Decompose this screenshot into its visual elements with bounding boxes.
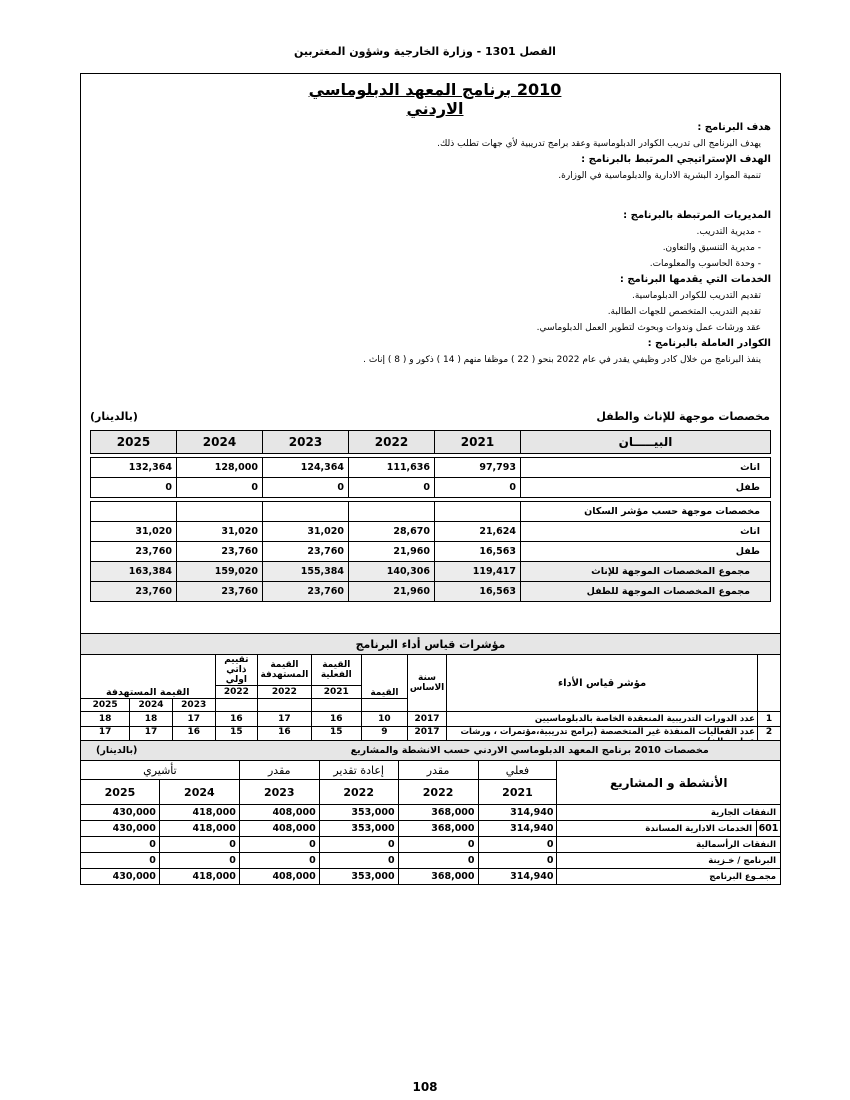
year-label: 2023 [239, 780, 319, 805]
table-cell: 31,020 [91, 522, 177, 542]
table-cell: 163,384 [91, 562, 177, 582]
table-row [91, 478, 771, 498]
indicator-label: عدد الدورات التدريبية المنعقدة الخاصة بالدبلوماسيين [447, 712, 758, 727]
total-row [91, 582, 771, 602]
table-cell: 368,000 [398, 821, 478, 837]
table-cell: 23,760 [263, 582, 349, 602]
table-cell: 368,000 [398, 805, 478, 821]
table-cell: 430,000 [81, 805, 160, 821]
row-label: اناث [521, 522, 771, 542]
page-header: الفصل 1301 - وزارة الخارجية وشؤون المغتربين [294, 45, 556, 58]
alloc-row [81, 821, 781, 837]
row-label: مجموع المخصصات الموجهة للإناث [521, 562, 771, 582]
column-header: 2023 [263, 431, 349, 454]
table-cell: 9 [361, 727, 407, 754]
table-cell: 17 [81, 727, 130, 754]
column-header: 2022 [349, 431, 435, 454]
table-subheading-row [91, 502, 771, 522]
column-header: 2024 [177, 431, 263, 454]
table-cell: 18 [81, 712, 130, 727]
staff-text: ينفذ البرنامج من خلال كادر وظيفي يقدر في عام 2022 بنحو ( 22 ) موظفا منهم ( 14 ) ذكور و ( 8 ) إناث . [363, 355, 761, 365]
year-label: 2024 [159, 780, 239, 805]
table-row [91, 522, 771, 542]
table-cell: 0 [263, 478, 349, 498]
table-cell: 0 [239, 853, 319, 869]
row-label: مجمـوع البرنامج [557, 869, 781, 885]
estimated-header: مقدر [239, 761, 319, 780]
table-cell: 0 [239, 837, 319, 853]
table-cell: 368,000 [398, 869, 478, 885]
base-year-header: سنة الاساس [407, 655, 446, 712]
table-cell: 314,940 [478, 869, 557, 885]
table-cell: 21,624 [435, 522, 521, 542]
row-number: 1 [757, 712, 780, 727]
table-cell: 408,000 [239, 869, 319, 885]
service-item: تقديم التدريب المتخصص للجهات الطالبة. [607, 307, 761, 317]
table-cell: 16 [215, 712, 258, 727]
table-cell: 353,000 [319, 869, 398, 885]
strategic-heading: الهدف الإستراتيجي المرتبط بالبرنامج : [581, 154, 771, 165]
alloc-unit: (بالدينار) [81, 741, 240, 761]
kpi-table-title: مؤشرات قياس أداء البرنامج [81, 634, 781, 655]
row-label: طفل [521, 542, 771, 562]
kpi-table [80, 633, 781, 754]
alloc-title: مخصصات 2010 برنامج المعهد الدبلوماسي الاردني حسب الانشطة والمشاريع [239, 741, 780, 761]
year-label: 2021 [478, 780, 557, 805]
column-header: 2025 [91, 431, 177, 454]
table-row [91, 458, 771, 478]
table-cell: 17 [172, 712, 215, 727]
alloc-caption-row [81, 741, 781, 761]
table-cell: 16 [311, 712, 361, 727]
table-cell: 18 [130, 712, 173, 727]
table-cell: 0 [91, 478, 177, 498]
strategic-text: تنمية الموارد البشرية الادارية والدبلوماسية في الوزارة. [558, 171, 761, 181]
table-cell: 124,364 [263, 458, 349, 478]
services-heading: الخدمات التي يقدمها البرنامج : [619, 274, 771, 285]
table-cell: 155,384 [263, 562, 349, 582]
goal-text: يهدف البرنامج الى تدريب الكوادر الدبلوماسية وعقد برامج تدريبية لأي جهات تطلب ذلك. [437, 139, 761, 149]
alloc-total-row [81, 869, 781, 885]
indicator-header: مؤشر قياس الأداء [447, 655, 758, 712]
table-cell: 418,000 [159, 821, 239, 837]
service-item: تقديم التدريب للكوادر الدبلوماسية. [631, 291, 761, 301]
year-label: 2022 [319, 780, 398, 805]
directorate-item: - مديرية التدريب. [696, 227, 761, 237]
table-cell: 10 [361, 712, 407, 727]
staff-heading: الكوادر العاملة بالبرنامج : [647, 338, 771, 349]
table-header-row [91, 431, 771, 454]
table-cell: 23,760 [177, 582, 263, 602]
column-header: البيـــــان [521, 431, 771, 454]
table-cell: 353,000 [319, 821, 398, 837]
table-cell: 430,000 [81, 869, 160, 885]
table-cell: 2017 [407, 727, 446, 754]
alloc-row [81, 805, 781, 821]
table-cell: 23,760 [91, 542, 177, 562]
table-cell: 0 [435, 478, 521, 498]
alloc-row [81, 837, 781, 853]
program-description [81, 120, 771, 368]
gender-allocations-table [90, 430, 771, 602]
table-cell: 159,020 [177, 562, 263, 582]
estimated-header: مقدر [398, 761, 478, 780]
table-cell: 119,417 [435, 562, 521, 582]
table-cell: 132,364 [91, 458, 177, 478]
table-cell: 21,960 [349, 582, 435, 602]
table-cell: 15 [311, 727, 361, 754]
table-cell: 128,000 [177, 458, 263, 478]
table-cell: 28,670 [349, 522, 435, 542]
table-cell: 0 [81, 837, 160, 853]
value-header: القيمة [361, 655, 407, 699]
actual-header: القيمة الفعلية [311, 655, 361, 686]
reestimate-header: إعادة تقدير [319, 761, 398, 780]
table-cell: 16,563 [435, 542, 521, 562]
row-label: النفقات الجارية [557, 805, 781, 821]
activity-code: 601 [756, 821, 780, 837]
table-cell: 0 [398, 853, 478, 869]
year-label: 2025 [81, 699, 130, 712]
table-cell: 21,960 [349, 542, 435, 562]
table-row [91, 542, 771, 562]
targets-group-header: القيمة المستهدفة [81, 655, 216, 699]
row-label: النفقات الرأسمالية [557, 837, 781, 853]
table-cell: 23,760 [263, 542, 349, 562]
table-cell: 353,000 [319, 805, 398, 821]
table-cell: 140,306 [349, 562, 435, 582]
page-title: 2010 برنامج المعهد الدبلوماسي الاردني [308, 80, 562, 118]
alloc-row [81, 853, 781, 869]
table-cell: 23,760 [177, 542, 263, 562]
year-label: 2022 [258, 686, 311, 699]
table-cell: 408,000 [239, 821, 319, 837]
table-cell: 16,563 [435, 582, 521, 602]
total-row [91, 562, 771, 582]
table-cell: 0 [159, 837, 239, 853]
row-label: الخدمات الادارية المساندة [557, 821, 757, 837]
year-label: 2022 [398, 780, 478, 805]
year-label: 2022 [215, 686, 258, 699]
row-label: البرنامج / خـزينة [557, 853, 781, 869]
table-cell: 31,020 [263, 522, 349, 542]
table-cell: 2017 [407, 712, 446, 727]
table-cell: 0 [478, 853, 557, 869]
year-label: 2025 [81, 780, 160, 805]
table-cell: 17 [258, 712, 311, 727]
row-label: طفل [521, 478, 771, 498]
kpi-header-row [81, 655, 781, 686]
goal-heading: هدف البرنامج : [697, 122, 771, 133]
page-number: 108 [412, 1080, 438, 1094]
row-number: 2 [757, 727, 780, 754]
indicative-header: تأشيري [81, 761, 240, 780]
subheading-label: مخصصات موجهة حسب مؤشر السكان [521, 502, 771, 522]
activities-header: الأنشطة و المشاريع [557, 761, 781, 805]
table-cell: 111,636 [349, 458, 435, 478]
table-cell: 430,000 [81, 821, 160, 837]
gender-table-title: مخصصات موجهة للإناث والطفل [596, 410, 770, 423]
table-cell: 314,940 [478, 821, 557, 837]
directorate-item: - وحدة الحاسوب والمعلومات. [649, 259, 761, 269]
directorate-item: - مديرية التنسيق والتعاون. [662, 243, 761, 253]
table-cell: 0 [478, 837, 557, 853]
alloc-header-row [81, 761, 781, 780]
table-cell: 314,940 [478, 805, 557, 821]
row-label: اناث [521, 458, 771, 478]
table-cell: 0 [398, 837, 478, 853]
allocations-table [80, 740, 781, 885]
table-cell: 418,000 [159, 869, 239, 885]
table-cell: 23,760 [91, 582, 177, 602]
table-cell: 0 [159, 853, 239, 869]
table-cell: 0 [319, 837, 398, 853]
table-cell: 15 [215, 727, 258, 754]
table-cell: 16 [172, 727, 215, 754]
table-cell: 17 [130, 727, 173, 754]
table-cell: 0 [177, 478, 263, 498]
actual-header: فعلي [478, 761, 557, 780]
service-item: عقد ورشات عمل وندوات وبحوث لتطوير العمل الدبلوماسي. [536, 323, 761, 333]
year-label: 2023 [172, 699, 215, 712]
kpi-title-row [81, 634, 781, 655]
table-cell: 0 [349, 478, 435, 498]
directorates-heading: المديريات المرتبطة بالبرنامج : [623, 210, 771, 221]
year-label: 2024 [130, 699, 173, 712]
table-cell: 31,020 [177, 522, 263, 542]
self-eval-header: تقييم ذاتي اولي [215, 655, 258, 686]
table-cell: 0 [319, 853, 398, 869]
gender-table-unit: (بالدينار) [90, 410, 138, 423]
table-cell: 418,000 [159, 805, 239, 821]
column-header: 2021 [435, 431, 521, 454]
table-cell: 16 [258, 727, 311, 754]
table-cell: 0 [81, 853, 160, 869]
table-cell: 97,793 [435, 458, 521, 478]
indicator-label: عدد الفعاليات المنفذة غير المتخصصة (برامج تدريبية،مؤتمرات ، ورشات [447, 727, 758, 754]
row-label: مجموع المخصصات الموجهة للطفل [521, 582, 771, 602]
kpi-row [81, 712, 781, 727]
gender-table-caption [80, 410, 770, 423]
target-header: القيمة المستهدفة [258, 655, 311, 686]
year-label: 2021 [311, 686, 361, 699]
table-cell: 408,000 [239, 805, 319, 821]
